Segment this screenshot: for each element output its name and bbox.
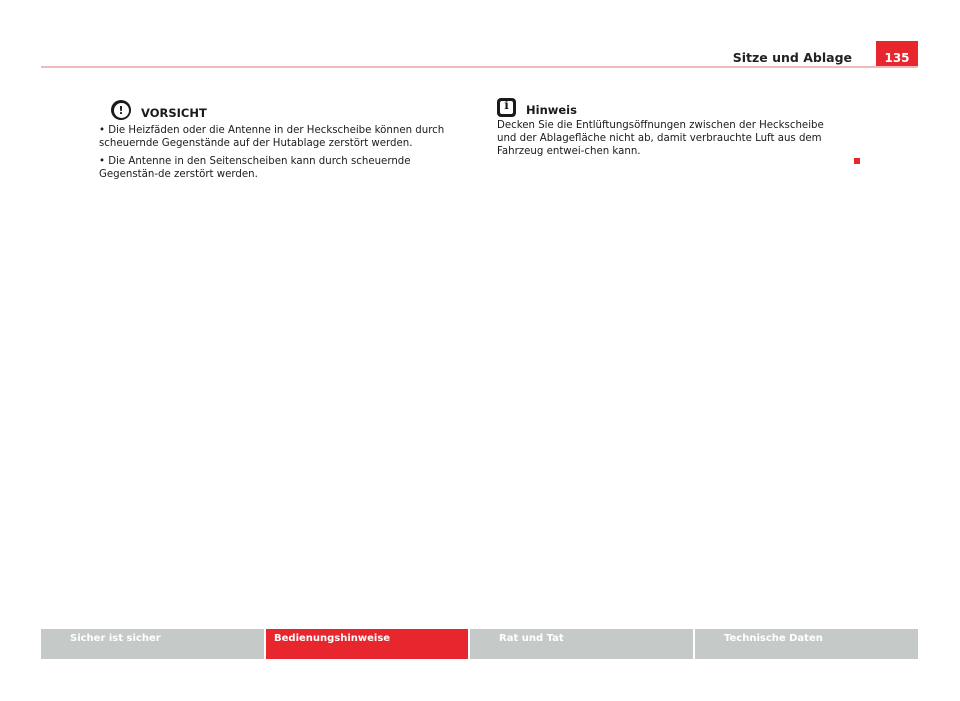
note-title: Hinweis bbox=[526, 103, 577, 117]
note-box bbox=[497, 98, 842, 158]
caution-header bbox=[99, 100, 469, 120]
note-text: Decken Sie die Entlüftungsöffnungen zwischen der Heckscheibe und der Ablagefläche nicht ab, damit verbrauchte Luft aus dem Fahrzeug entwei-chen kann. bbox=[497, 120, 824, 157]
section-end-marker bbox=[854, 158, 860, 164]
header-divider bbox=[41, 66, 918, 68]
footer-tab-bedienungshinweise[interactable]: Bedienungshinweise bbox=[266, 629, 468, 659]
caution-item: • Die Antenne in den Seitenscheiben kann durch scheuernde Gegenstän-de zerstört werden. bbox=[99, 156, 411, 180]
caution-title: VORSICHT bbox=[141, 106, 207, 120]
page-number: 135 bbox=[876, 41, 918, 66]
footer-nav bbox=[41, 629, 918, 659]
page-title: Sitze und Ablage bbox=[732, 50, 852, 65]
note-header bbox=[497, 98, 842, 117]
footer-tab-sicher[interactable]: Sicher ist sicher bbox=[41, 629, 264, 659]
info-icon bbox=[497, 98, 516, 117]
caution-box bbox=[99, 100, 469, 186]
exclamation-circle-icon: ! bbox=[111, 100, 131, 120]
caution-item: • Die Heizfäden oder die Antenne in der Heckscheibe können durch scheuernde Gegenstände auf der Hutablage zerstört werden. bbox=[99, 125, 445, 149]
footer-tab-technische-daten[interactable]: Technische Daten bbox=[695, 629, 918, 659]
footer-tab-rat-und-tat[interactable]: Rat und Tat bbox=[470, 629, 693, 659]
